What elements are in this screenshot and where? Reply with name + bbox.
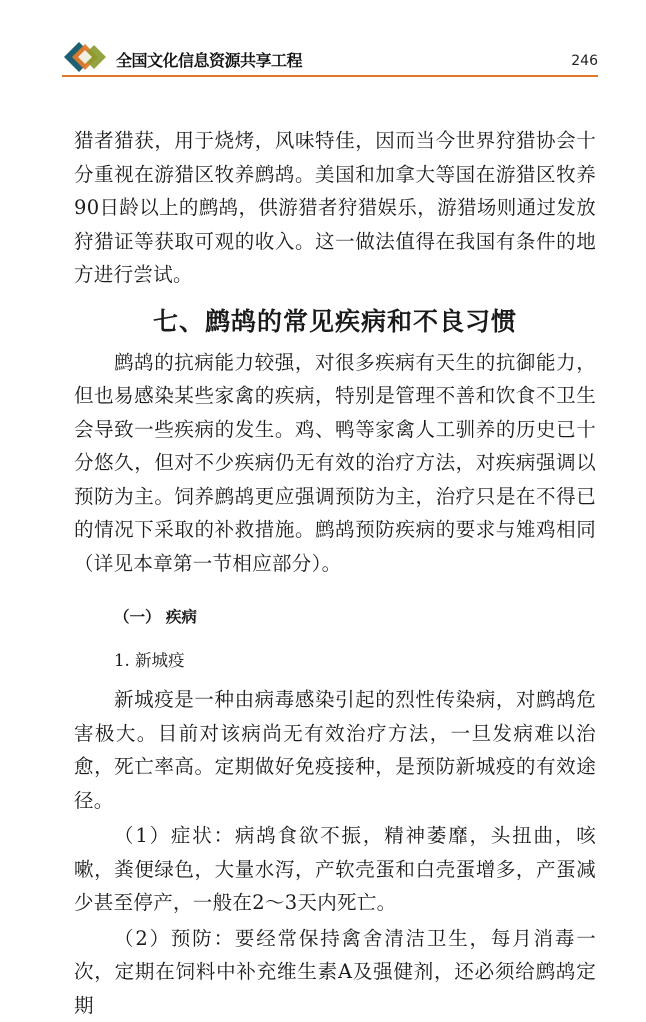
- section-intro-paragraph: 鹧鸪的抗病能力较强，对很多疾病有天生的抗御能力，但也易感染某些家禽的疾病，特别是管理不善和饮食不卫生会导致一些疾病的发生。鸡、鸭等家禽人工驯养的历史已十分悠久，但对不少疾病仍无有效的治疗方法，对疾病强调以预防为主。饲养鹧鸪更应强调预防为主，治疗只是在不得已的情况下采取的补救措施。鹧鸪预防疾病的要求与雉鸡相同（详见本章第一节相应部分）。: [74, 346, 596, 581]
- prevention-paragraph: （2）预防：要经常保持禽舍清洁卫生，每月消毒一次，定期在饲料中补充维生素A及强健剂，还必须给鹧鸪定期: [74, 922, 596, 1022]
- symptoms-paragraph: （1）症状：病鸪食欲不振，精神萎靡，头扭曲，咳嗽，粪便绿色，大量水泻，产软壳蛋和白壳蛋增多，产蛋减少甚至停产，一般在2～3天内死亡。: [74, 819, 596, 920]
- section-title: 七、鹧鸪的常见疾病和不良习惯: [74, 302, 596, 342]
- header-rule: [62, 75, 598, 77]
- logo-icon: [62, 40, 114, 74]
- subheading-diseases: （一） 疾病: [114, 597, 596, 637]
- header-title: 全国文化信息资源共享工程: [116, 48, 302, 71]
- item-heading-newcastle: 1. 新城疫: [114, 639, 596, 683]
- item-paragraph: 新城疫是一种由病毒感染引起的烈性传染病，对鹧鸪危害极大。目前对该病尚无有效治疗方法，一旦发病难以治愈，死亡率高。定期做好免疫接种，是预防新城疫的有效途径。: [74, 683, 596, 817]
- intro-paragraph: 猎者猎获，用于烧烤，风味特佳，因而当今世界狩猎协会十分重视在游猎区牧养鹧鸪。美国和加拿大等国在游猎区牧养90日龄以上的鹧鸪，供游猎者狩猎娱乐，游猎场则通过发放狩猎证等获取可观的收入。这一做法值得在我国有条件的地方进行尝试。: [74, 124, 596, 292]
- page-body: [74, 124, 596, 1022]
- page-number: 246: [571, 53, 598, 69]
- page-header: [0, 0, 646, 80]
